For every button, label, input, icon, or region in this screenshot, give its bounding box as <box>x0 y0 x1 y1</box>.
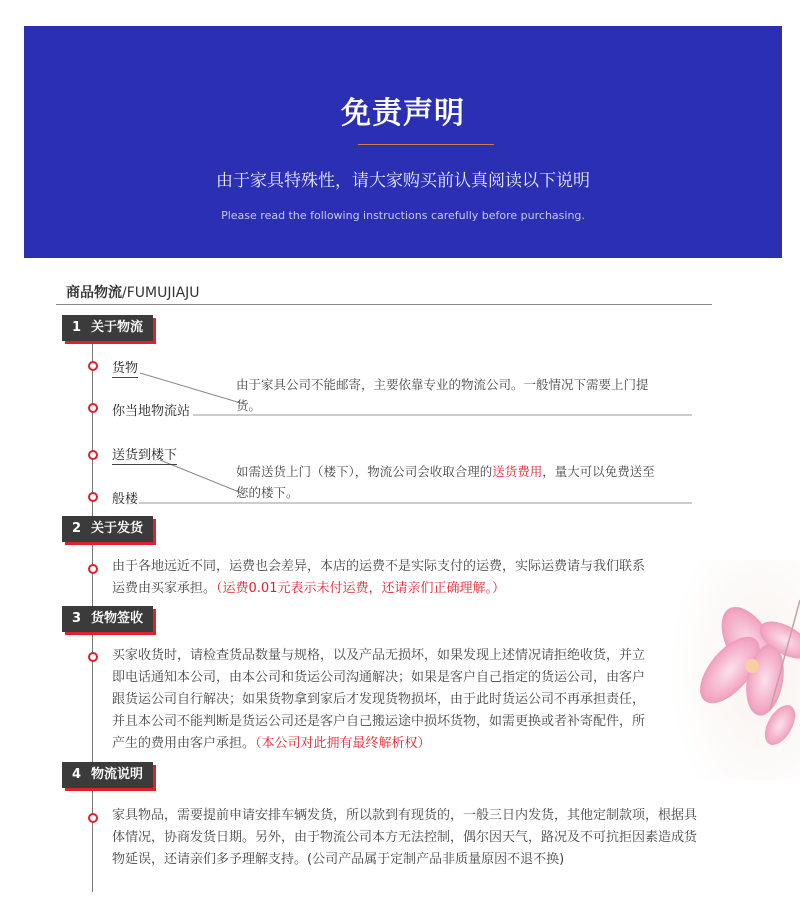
item2-description <box>236 461 656 503</box>
section4-title: 物流说明 <box>91 767 144 782</box>
section2-title: 关于发货 <box>91 521 144 536</box>
timeline-dot <box>88 492 98 502</box>
logistics-heading-sep: / <box>122 285 127 301</box>
banner-subtitle: 由于家具特殊性，请大家购买前认真阅读以下说明 <box>216 171 590 191</box>
section4-tag <box>62 762 153 788</box>
item2-label: 送货到楼下 <box>112 444 177 465</box>
item1-description: 由于家具公司不能邮寄，主要依靠专业的物流公司。一般情况下需要上门提货。 <box>236 377 649 413</box>
item2-label2: 般楼 <box>112 492 139 507</box>
item2-desc-b: ，量大可以免费送至您的楼下。 <box>236 464 655 500</box>
timeline-dot <box>88 564 98 574</box>
section2-tag <box>62 516 153 542</box>
timeline-dot <box>88 450 98 460</box>
logistics-heading-en: FUMUJIAJU <box>126 285 200 301</box>
section4-text: 家具物品，需要提前申请安排车辆发货，所以款到有现货的，一般三日内发货，其他定制款项，根据具体情况，协商发货日期。另外，由于物流公司本方无法控制，偶尔因天气，路况及不可抗拒因素造成货物延误，还请亲们多予理解支持。(公司产品属于定制产品非质量原因不退不换) <box>112 808 698 867</box>
section3-body: 买家收货时，请检查货品数量与规格，以及产品无损坏，如果发现上述情况请拒绝收货，并立即电话通知本公司，由本公司和货运公司沟通解决；如果是客户自己指定的货运公司，由客户跟货运公司自行解决；如果货物拿到家后才发现货物损坏，由于此时货运公司不再承担责任，并且本公司不能判断是货运公司还是客户自己搬运途中损坏货物，如需更换或者补寄配件，所产生的费用由客户承担。 <box>112 648 646 751</box>
section2-text <box>112 556 652 600</box>
section1-number: 1 <box>72 320 82 335</box>
decorative-flower-image <box>670 560 800 780</box>
item2-desc-a: 如需送货上门（楼下），物流公司会收取合理的 <box>236 464 493 479</box>
section2-number: 2 <box>72 521 82 536</box>
banner-subtitle-en: Please read the following instructions carefully before purchasing. <box>221 209 585 222</box>
section4-number: 4 <box>72 767 82 782</box>
timeline-dot <box>88 652 98 662</box>
banner-title: 免责声明 <box>341 96 465 131</box>
section2-note: （运费0.01元表示未付运费，还请亲们正确理解。） <box>216 581 505 596</box>
section3-text <box>112 645 652 755</box>
section3-note: （本公司对此拥有最终解析权） <box>255 736 431 751</box>
logistics-heading-cn: 商品物流 <box>66 285 122 301</box>
item2-desc-highlight: 送货费用 <box>492 464 543 479</box>
section3-number: 3 <box>72 611 82 626</box>
item1-label: 货物 <box>112 357 138 378</box>
section3-title: 货物签收 <box>91 611 144 626</box>
section1-title: 关于物流 <box>91 320 144 335</box>
section3-tag <box>62 606 153 632</box>
section2-body: 由于各地远近不同，运费也会差异，本店的运费不是实际支付的运费，实际运费请与我们联系运费由买家承担。 <box>112 559 646 596</box>
timeline-dot <box>88 813 98 823</box>
item1-label2: 你当地物流站 <box>112 404 191 419</box>
